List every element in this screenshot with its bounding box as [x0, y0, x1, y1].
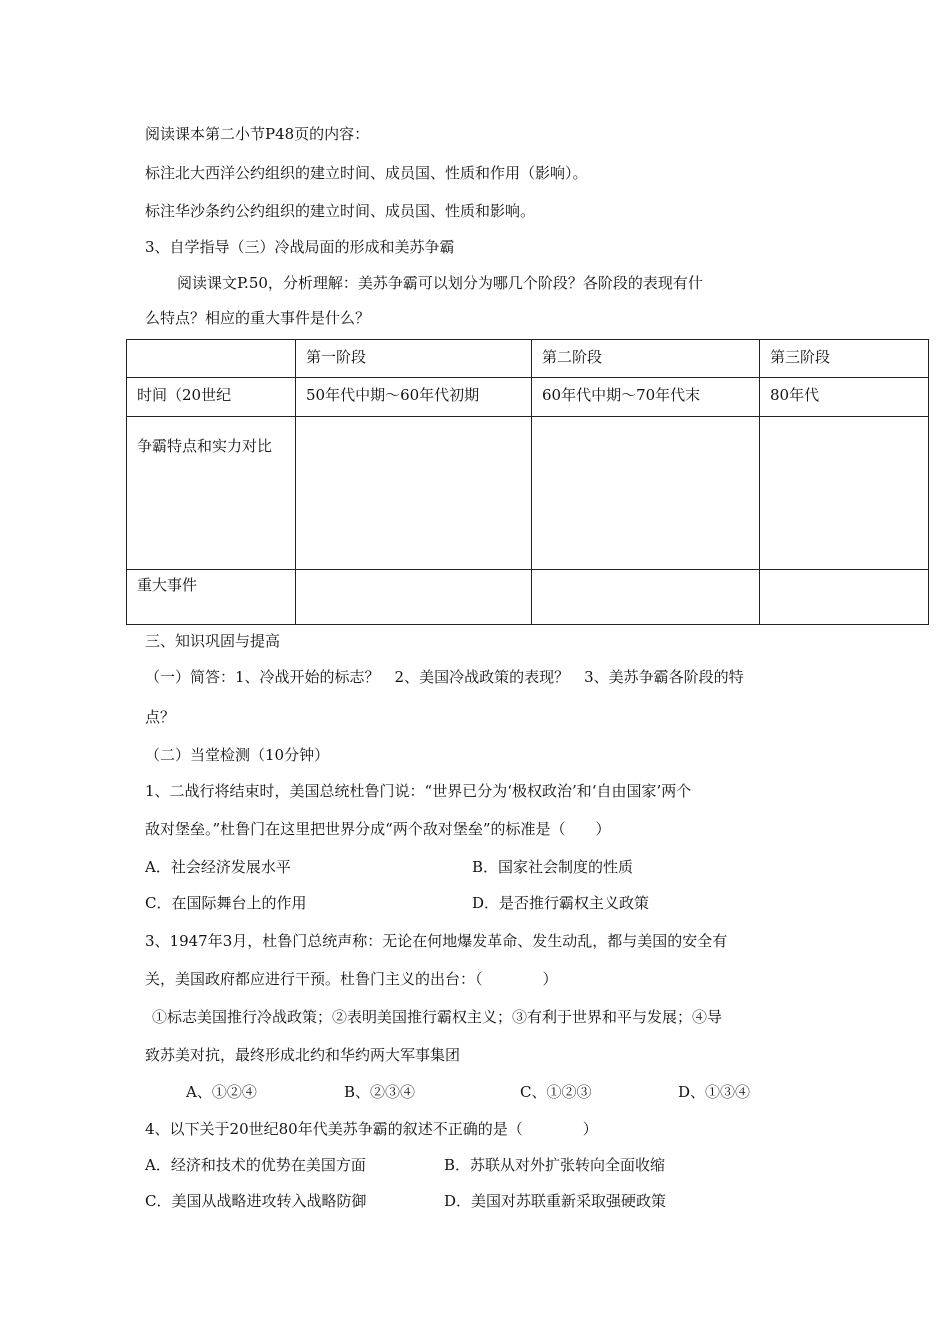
table-cell [296, 417, 532, 570]
table-row [127, 378, 929, 417]
q4-option-b: B．苏联从对外扩张转向全面收缩 [444, 1156, 666, 1174]
section3-paragraph-line-2: 么特点？相应的重大事件是什么？ [145, 309, 371, 327]
intro-line-3: 标注华沙条约公约组织的建立时间、成员国、性质和影响。 [145, 202, 536, 220]
q3-option-d: D、①③④ [678, 1083, 751, 1101]
test-heading: （二）当堂检测（10分钟） [145, 746, 330, 764]
table-header-cell [127, 340, 296, 378]
table-row [127, 417, 929, 570]
table-header-cell: 第一阶段 [296, 340, 532, 378]
table-cell: 50年代中期～60年代初期 [296, 378, 532, 417]
table-cell [532, 417, 760, 570]
short-answer-line-1: （一）简答：1、冷战开始的标志？ 2、美国冷战政策的表现？ 3、美苏争霸各阶段的特 [145, 668, 744, 686]
q3-option-b: B、②③④ [344, 1083, 416, 1101]
q3-stem-line-4: 致苏美对抗，最终形成北约和华约两大军事集团 [145, 1046, 461, 1064]
q3-option-c: C、①②③ [520, 1083, 592, 1101]
table-cell [296, 570, 532, 625]
section3-paragraph-line-1: 阅读课文P.50，分析理解：美苏争霸可以划分为哪几个阶段？各阶段的表现有什 [177, 274, 703, 292]
stages-table [126, 339, 929, 625]
table-cell [532, 570, 760, 625]
table-header-cell: 第二阶段 [532, 340, 760, 378]
q4-option-c: C．美国从战略进攻转入战略防御 [145, 1192, 367, 1210]
row-label: 时间（20世纪 [127, 378, 296, 417]
q1-option-c: C．在国际舞台上的作用 [145, 894, 307, 912]
intro-line-1: 阅读课本第二小节P48页的内容： [145, 125, 370, 143]
row-label: 争霸特点和实力对比 [127, 417, 296, 570]
q1-option-b: B．国家社会制度的性质 [472, 858, 634, 876]
q1-option-a: A．社会经济发展水平 [145, 858, 291, 876]
part3-heading: 三、知识巩固与提高 [145, 632, 281, 650]
table-cell: 60年代中期～70年代末 [532, 378, 760, 417]
q3-option-a: A、①②④ [186, 1083, 257, 1101]
table-cell [760, 570, 929, 625]
table-row [127, 570, 929, 625]
q1-stem-line-1: 1、二战行将结束时，美国总统杜鲁门说：“世界已分为‘极权政治’和‘自由国家’两个 [145, 782, 692, 800]
table-cell: 80年代 [760, 378, 929, 417]
q3-stem-line-3: ①标志美国推行冷战政策；②表明美国推行霸权主义；③有利于世界和平与发展；④导 [152, 1008, 723, 1026]
q1-stem-line-2: 敌对堡垒。”杜鲁门在这里把世界分成“两个敌对堡垒”的标准是（ ） [145, 820, 611, 838]
table-cell [760, 417, 929, 570]
q4-option-d: D．美国对苏联重新采取强硬政策 [444, 1192, 667, 1210]
q3-stem-line-1: 3、1947年3月，杜鲁门总统声称：无论在何地爆发革命、发生动乱，都与美国的安全有 [145, 932, 728, 950]
row-label: 重大事件 [127, 570, 296, 625]
q4-stem: 4、以下关于20世纪80年代美苏争霸的叙述不正确的是（ ） [145, 1120, 598, 1138]
q3-stem-line-2: 关，美国政府都应进行干预。杜鲁门主义的出台：（ ） [145, 970, 558, 988]
table-header-cell: 第三阶段 [760, 340, 929, 378]
intro-line-2: 标注北大西洋公约组织的建立时间、成员国、性质和作用（影响）。 [145, 164, 588, 182]
short-answer-line-2: 点？ [145, 708, 176, 726]
q1-option-d: D．是否推行霸权主义政策 [472, 894, 650, 912]
q4-option-a: A．经济和技术的优势在美国方面 [145, 1156, 366, 1174]
table-header-row [127, 340, 929, 378]
section3-heading: 3、自学指导（三）冷战局面的形成和美苏争霸 [145, 238, 455, 256]
